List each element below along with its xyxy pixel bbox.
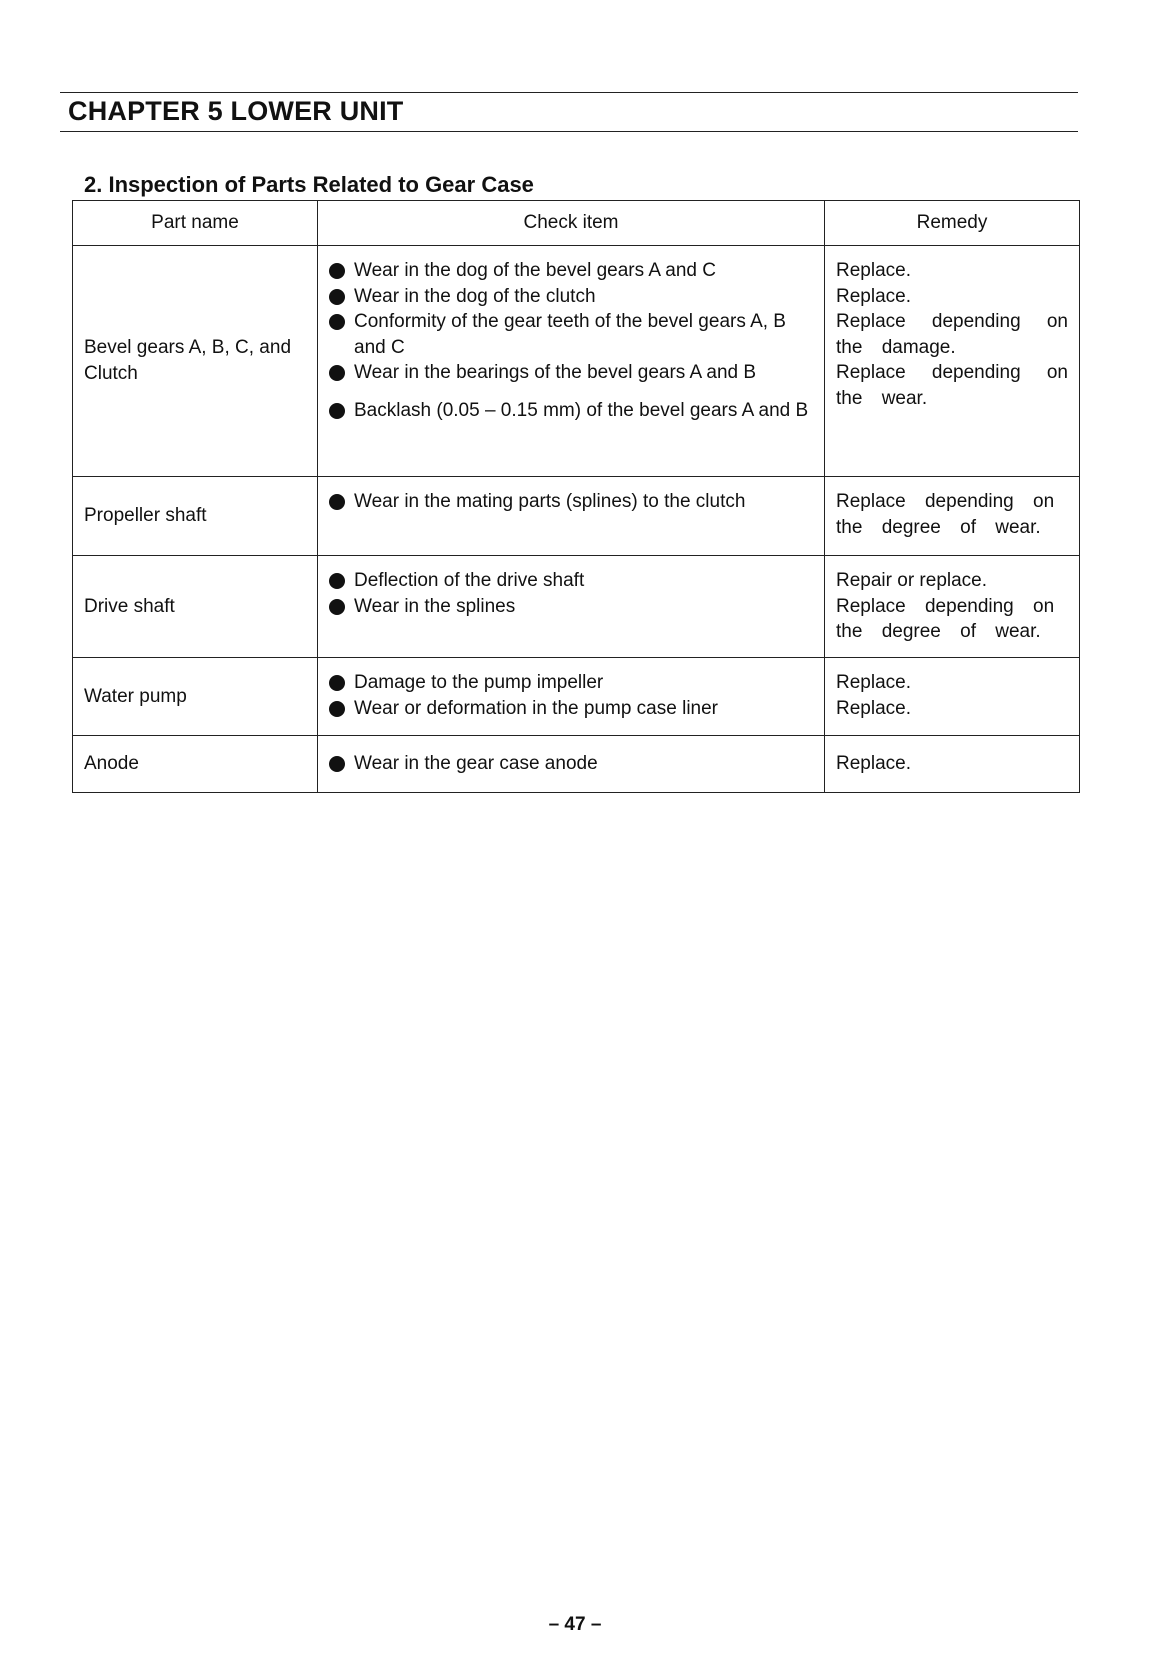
page-number: – 47 – [548, 1614, 602, 1635]
remedy: Replace depending on the wear. [836, 362, 1068, 409]
part-name: Anode [73, 736, 318, 793]
table-row [73, 658, 1080, 736]
check-item: Backlash (0.05 – 0.15 mm) of the bevel gears A and B [329, 398, 813, 424]
check-item: Wear in the dog of the clutch [329, 284, 813, 310]
check-item: Damage to the pump impeller [329, 670, 813, 696]
part-name: Drive shaft [73, 556, 318, 658]
chapter-underline [60, 131, 1078, 132]
remedy: Repair or replace. [836, 570, 988, 591]
remedy: Replace. [836, 697, 911, 719]
column-header-check-item: Check item [318, 201, 825, 246]
table-row [73, 736, 1080, 793]
table-row [73, 477, 1080, 556]
check-list [329, 258, 813, 424]
part-name: Propeller shaft [73, 477, 318, 556]
table-row [73, 246, 1080, 477]
check-item: Wear in the bearings of the bevel gears A and B [329, 360, 813, 386]
check-item: Conformity of the gear teeth of the bevel gears A, B and C [329, 309, 813, 360]
check-item: Wear in the dog of the bevel gears A and C [329, 258, 813, 284]
part-name: Bevel gears A, B, C, and Clutch [73, 246, 318, 477]
remedy: Replace depending on the damage. [836, 311, 1068, 358]
check-item: Wear in the gear case anode [329, 751, 813, 777]
check-item: Deflection of the drive shaft [329, 568, 813, 594]
check-item: Wear in the splines [329, 594, 813, 620]
remedy: Replace. [836, 260, 911, 281]
table-header-row [73, 201, 1080, 246]
remedy: Replace depending on the degree of wear. [836, 491, 1055, 538]
remedy: Replace. [836, 672, 911, 693]
inspection-table [72, 200, 1080, 793]
remedy: Replace. [836, 753, 911, 775]
remedy: Replace. [836, 285, 911, 307]
table-row [73, 556, 1080, 658]
remedy: Replace depending on the degree of wear. [836, 595, 1055, 643]
check-item: Wear in the mating parts (splines) to the clutch [329, 489, 813, 515]
check-item: Wear or deformation in the pump case liner [329, 696, 813, 722]
top-rule [60, 92, 1078, 93]
chapter-title: CHAPTER 5 LOWER UNIT [68, 96, 404, 126]
part-name: Water pump [73, 658, 318, 736]
section-title: 2. Inspection of Parts Related to Gear Case [84, 172, 534, 197]
column-header-part-name: Part name [73, 201, 318, 246]
column-header-remedy: Remedy [825, 201, 1080, 246]
